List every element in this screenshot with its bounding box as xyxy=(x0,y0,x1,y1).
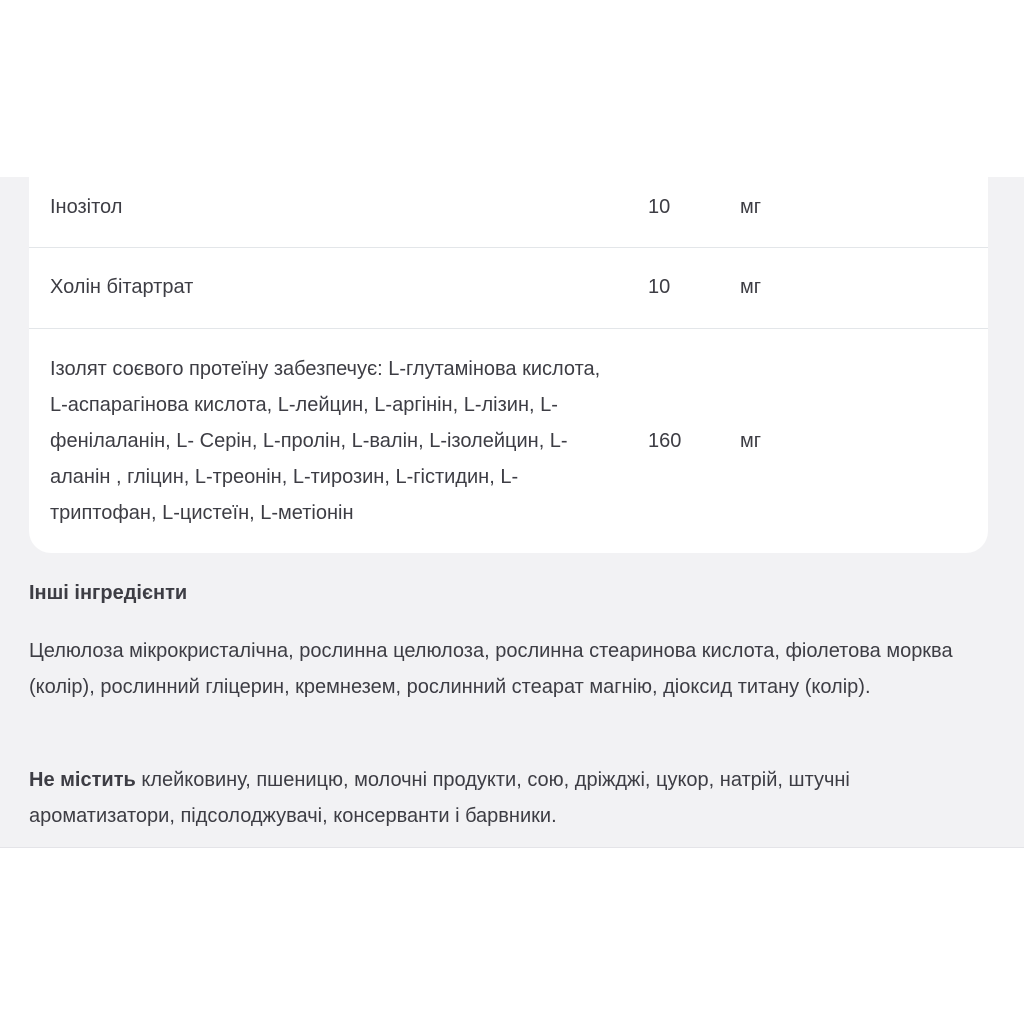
table-row xyxy=(29,247,988,329)
ingredient-amount: 160 xyxy=(648,430,682,452)
ingredient-amount: 10 xyxy=(648,276,671,298)
free-from-label: Не містить xyxy=(29,769,136,791)
table-row xyxy=(29,177,988,248)
ingredient-amount: 10 xyxy=(648,196,671,218)
free-from-statement xyxy=(29,762,989,834)
ingredient-name: Холін бітартрат xyxy=(50,276,194,298)
other-ingredients-text: Целюлоза мікрокристалічна, рослинна целюлоза, рослинна стеаринова кислота, фіолетова морква (колір), рослинний гліцерин, кремнезем, рослинний стеарат магнію, діоксид титану (колір). xyxy=(29,640,953,698)
ingredient-unit: мг xyxy=(740,430,762,452)
free-from-text: клейковину, пшеницю, молочні продукти, сою, дріжджі, цукор, натрій, штучні ароматизатори, підсолоджувачі, консерванти і барвники. xyxy=(29,769,850,827)
other-ingredients-heading: Інші інгредієнти xyxy=(29,582,188,604)
table-row xyxy=(29,329,988,553)
ingredient-name: Інозітол xyxy=(50,196,123,218)
ingredient-unit: мг xyxy=(740,196,762,218)
ingredient-name: Ізолят соєвого протеїну забезпечує: L-глутамінова кислота, L-аспарагінова кислота, L-лейцин, L-аргінін, L-лізин, L-фенілаланін, L- Серін, L-пролін, L-валін, L-ізолейцин, L-аланін , гліцин, L-треонін, L-тирозин, L-гістидин, L-триптофан, L-цистеїн, L-метіонін xyxy=(50,358,601,524)
nutrition-table xyxy=(29,177,988,553)
ingredient-unit: мг xyxy=(740,276,762,298)
